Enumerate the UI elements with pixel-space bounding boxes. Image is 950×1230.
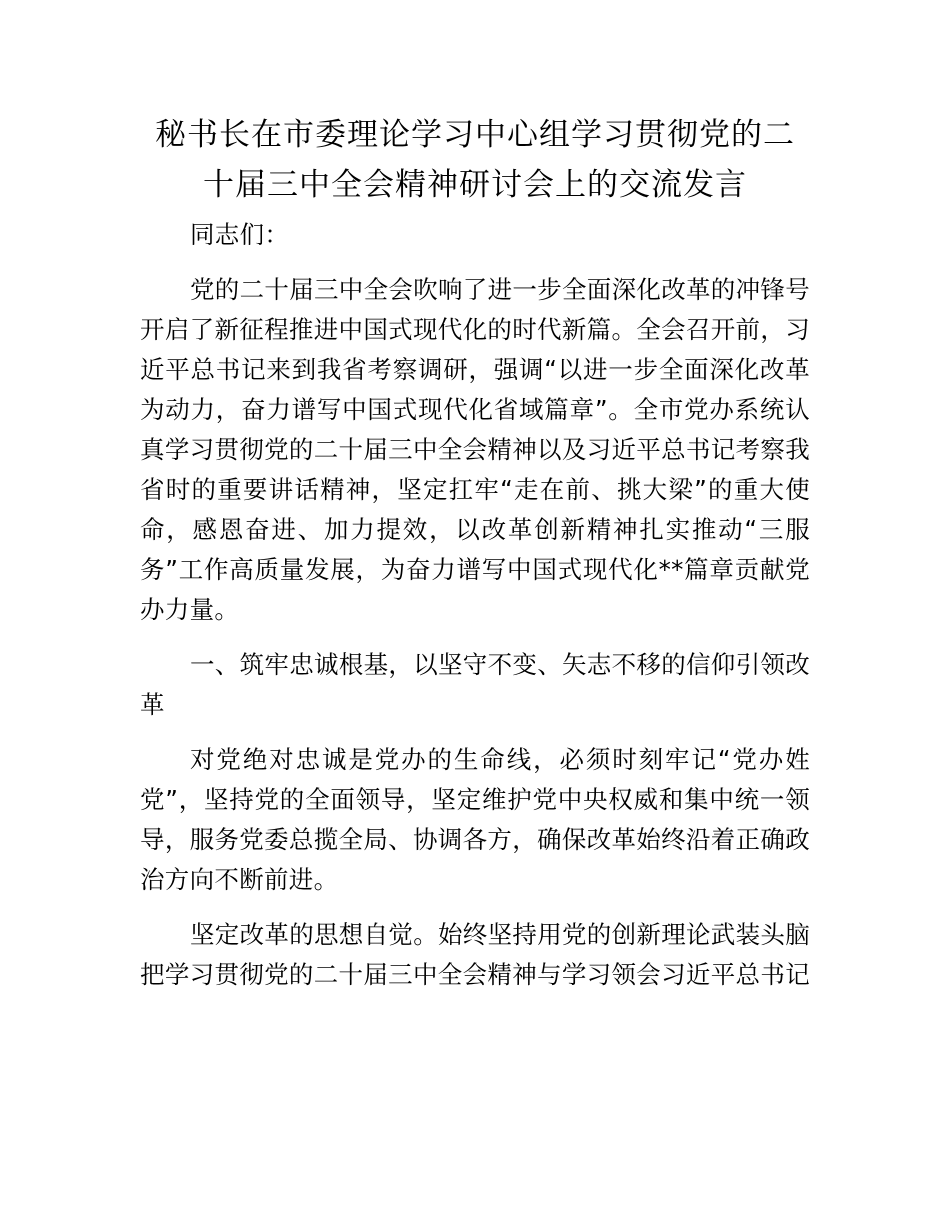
title-line-1: 秘书长在市委理论学习中心组学习贯彻党的二 (155, 117, 795, 153)
text-line: 命，感恩奋进、加力提效，以改革创新精神扎实推动“三服 (140, 515, 810, 544)
document-body (140, 215, 810, 1010)
text-line: 革 (140, 690, 165, 719)
paragraph-salutation (140, 215, 810, 255)
text-line: 一、筑牢忠诚根基，以坚守不变、矢志不移的信仰引领改 (190, 650, 810, 679)
text-line: 把学习贯彻党的二十届三中全会精神与学习领会习近平总书记 (140, 960, 810, 989)
text-line: 近平总书记来到我省考察调研，强调“以进一步全面深化改革 (140, 355, 810, 384)
text-line: 治方向不断前进。 (140, 865, 339, 894)
document-title (140, 110, 810, 210)
title-line-2: 十届三中全会精神研讨会上的交流发言 (203, 167, 747, 203)
paragraph-loyalty (140, 740, 810, 900)
text-line: 为动力，奋力谱写中国式现代化省域篇章”。全市党办系统认 (140, 395, 810, 424)
text-line: 导，服务党委总揽全局、协调各方，确保改革始终沿着正确政 (140, 825, 810, 854)
text-line: 办力量。 (140, 595, 240, 624)
text-line: 省时的重要讲话精神，坚定扛牢“走在前、挑大梁”的重大使 (140, 475, 810, 504)
text-line: 坚定改革的思想自觉。始终坚持用党的创新理论武装头脑 (190, 920, 810, 949)
text-line: 党的二十届三中全会吹响了进一步全面深化改革的冲锋号 (190, 275, 810, 304)
section-heading (140, 645, 810, 725)
paragraph-intro (140, 270, 810, 630)
text-line: 真学习贯彻党的二十届三中全会精神以及习近平总书记考察我 (140, 435, 810, 464)
text-line: 党”，坚持党的全面领导，坚定维护党中央权威和集中统一领 (140, 785, 810, 814)
text-line: 开启了新征程推进中国式现代化的时代新篇。全会召开前，习 (140, 315, 810, 344)
text-line: 务”工作高质量发展，为奋力谱写中国式现代化**篇章贡献党 (140, 555, 810, 584)
text-line: 对党绝对忠诚是党办的生命线，必须时刻牢记“党办姓 (190, 745, 810, 774)
text-line: 同志们： (190, 220, 290, 249)
paragraph-reform-awareness (140, 915, 810, 995)
